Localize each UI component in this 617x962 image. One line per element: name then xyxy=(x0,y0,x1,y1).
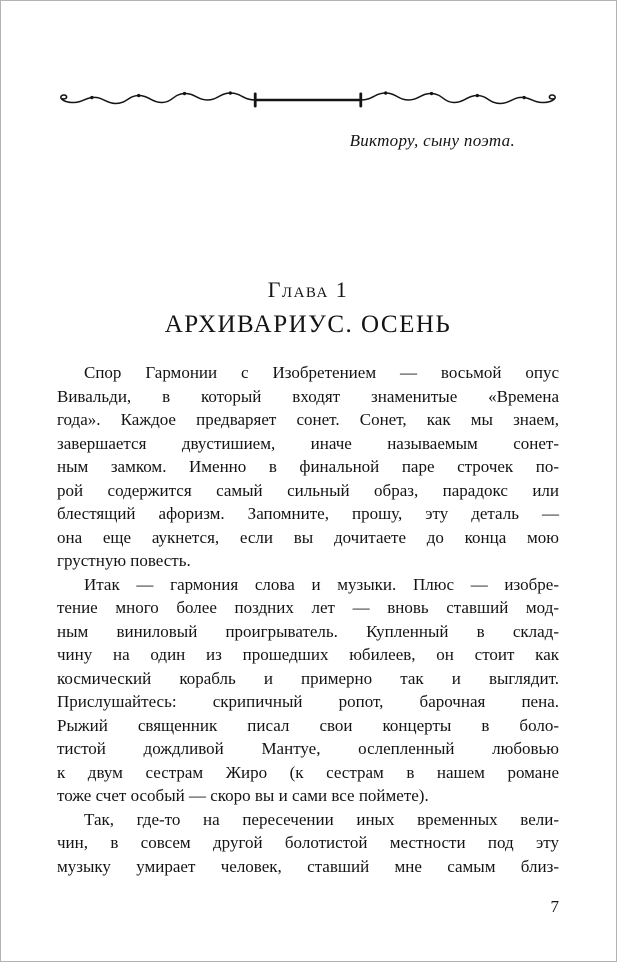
text-line: блестящий афоризм. Запомните, прошу, эту деталь — xyxy=(57,504,559,523)
text-line: тение много более поздних лет — вновь ставший мод- xyxy=(57,598,559,617)
text-line: Спор Гармонии с Изобретением — восьмой опус xyxy=(84,363,559,382)
text-line: грустную повесть. xyxy=(57,551,191,570)
text-line: тистой дождливой Мантуе, ослепленный любовью xyxy=(57,739,559,758)
body-text xyxy=(57,361,559,878)
chapter-label: Глава 1 xyxy=(267,277,349,302)
text-line: ным виниловый проигрыватель. Купленный в склад- xyxy=(57,621,559,641)
text-line: космический корабль и примерно так и выглядит. xyxy=(57,668,559,688)
text-line: чину на один из прошедших юбилеев, он стоит как xyxy=(57,645,559,664)
text-line: завершается двустишием, иначе называемым сонет- xyxy=(57,433,559,453)
text-line: Вивальди, в который входят знаменитые «Времена xyxy=(57,386,559,406)
text-line: чин, в совсем другой болотистой местности под эту xyxy=(57,833,559,852)
page-number: 7 xyxy=(550,897,559,916)
chapter-title: АРХИВАРИУС. ОСЕНЬ xyxy=(164,311,452,338)
flourish-icon xyxy=(57,89,559,111)
text-line: Прислушайтесь: скрипичный ропот, барочная пена. xyxy=(57,692,559,711)
text-line: года». Каждое предваряет сонет. Сонет, как мы знаем, xyxy=(57,410,559,429)
text-line: музыку умирает человек, ставший мне самым близ- xyxy=(57,856,559,876)
text-line: тоже счет особый — скоро вы и сами все поймете). xyxy=(57,786,429,805)
dedication: Виктору, сыну поэта. xyxy=(349,131,515,150)
text-line: Рыжий священник писал свои концерты в боло- xyxy=(57,715,559,735)
ornament-divider xyxy=(57,89,559,111)
text-line: Итак — гармония слова и музыки. Плюс — изобре- xyxy=(84,574,559,594)
page-content xyxy=(57,1,559,878)
text-line: рой содержится самый сильный образ, парадокс или xyxy=(57,480,559,500)
text-line: ным замком. Именно в финальной паре строчек по- xyxy=(57,457,559,476)
text-line: к двум сестрам Жиро (к сестрам в нашем романе xyxy=(57,762,559,782)
text-line: она еще аукнется, если вы дочитаете до конца мою xyxy=(57,527,559,547)
text-line: Так, где-то на пересечении иных временных вели- xyxy=(84,809,559,829)
